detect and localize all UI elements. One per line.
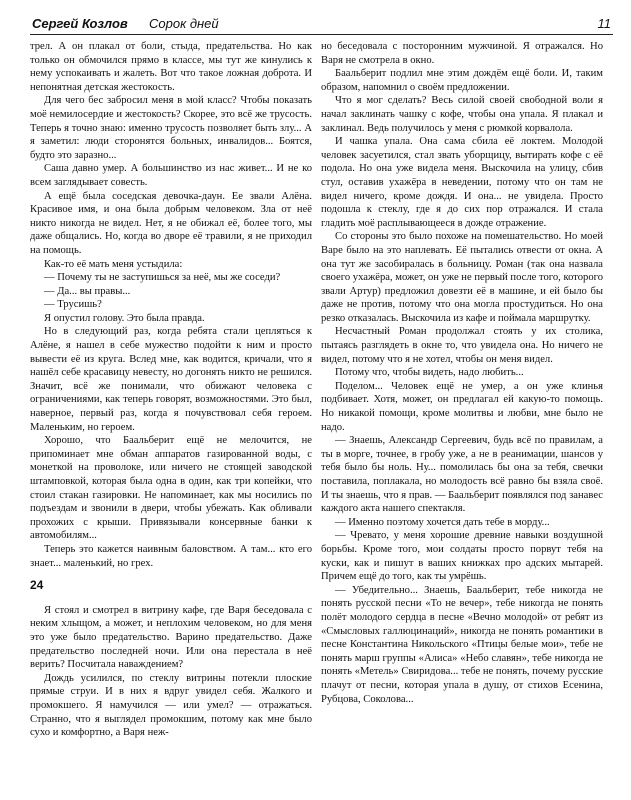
paragraph: Хорошо, что Баальберит ещё не мелочится, не припоминает мне обман аппаратов газированной воды, с монеткой на проволоке, или ничего не стоящей заводской штамповкой, которая была одна в один, как три копейки, что стоил стакан газировки. Не напоминает, как мы носились по подъездам и звонили в двери, чтобы убежать. Как обливали прохожих с крыши. Привязывали консервные банки к автомобилям... xyxy=(30,435,312,542)
paragraph: но беседовала с посторонним мужчиной. Я отражался. Но Варя не смотрела в окно. xyxy=(321,41,603,66)
paragraph: Я стоял и смотрел в витрину кафе, где Варя беседовала с неким хлыщом, а может, и неплохим человеком, но для меня это уже было предательство. Варино предательство. Даже предательство последней ночи. Или она перестала в неё верить? Посчитала наваждением? xyxy=(30,604,312,671)
paragraph: Теперь это кажется наивным баловством. А там... кто его знает... маленький, но грех. xyxy=(30,543,312,569)
paragraph: А ещё была соседская девочка-даун. Ее звали Алёна. Красивое имя, и она была добрым человеком. Зла от неё никто никогда не видел. Нет, я не обижал её, более того, мы даже общались. Но, когда во дворе её травили, я не приходил на помощь. xyxy=(30,190,312,256)
paragraph: Дождь усилился, по стеклу витрины потекли плоские прямые струи. И в них я вдруг увидел себя. Жалкого и промокшего. Я намучился — или умел? — отражаться. Странно, что я выглядел промокшим, потому как мне было сухо и комфортно, а Варя неж- xyxy=(30,672,312,739)
running-head-title: Сорок дней xyxy=(149,16,219,31)
paragraph: Баальберит подлил мне этим дождём ещё боли. И, таким образом, напомнил о своём предложении. xyxy=(321,68,603,93)
running-head-author: Сергей Козлов xyxy=(32,16,128,31)
paragraph: И чашка упала. Она сама сбила её локтем. Молодой человек засуетился, стал звать уборщицу, вытирать кофе с её подола. Но она уже видела меня. Выскочила на улицу, сбив стул, оставив ухажёра в неведении, потому что он там не видел ничего, кроме дождя. И она... не увидела. Просто подошла к стеклу, где я до сих пор отражался. И стала гладить моё расплывающееся в дожде отражение. xyxy=(321,136,603,229)
dialogue-line: — Трусишь? xyxy=(44,299,102,311)
dialogue-line: — Именно поэтому хочется дать тебе в морду... xyxy=(335,516,550,528)
paragraph: Но в следующий раз, когда ребята стали цепляться к Алёне, я нашел в себе мужество подойти к ним и просто вывести её из круга. Вслед мне, как водится, кричали, что я нашёл себе красавицу невесту, но догонять никто не решился. Значит, всё же понимали, что обижают человека с ограничениями, как теперь говорят, возможностями. Это был, наверное, первый раз, когда я почувствовал себя героем. Маленьким, но героем. xyxy=(30,326,312,433)
dialogue-line: — Да... вы правы... xyxy=(44,285,131,297)
paragraph: Как-то её мать меня устыдила: xyxy=(44,258,183,270)
paragraph: Потому что, чтобы видеть, надо любить... xyxy=(335,367,524,379)
paragraph: Несчастный Роман продолжал стоять у их столика, пытаясь разглядеть в окне то, что увидела она. Но ничего не видел, потому что я не хотел, чтобы он меня видел. xyxy=(321,326,603,365)
page-header xyxy=(30,14,613,35)
dialogue-line: — Знаешь, Александр Сергеевич, будь всё по правилам, а ты в морге, точнее, в гробу уже, а не в реанимации, шансов у тебя было бы ноль. Ну... помолилась бы она за тебя, свечки поставила, поплакала, но молодость всё равно бы взяла своё. И ты знаешь, что я прав. — Баальберит появлялся под занавес каждого акта нашего спектакля. xyxy=(321,435,603,515)
paragraph: Со стороны это было похоже на помешательство. Но моей Варе было на это наплевать. Её пытались отвести от окна. А она тут же засобиралась в больницу. Роман (так она назвала своего ухажёра, может, он уже не первый после того, которого звали Артур) предложил довезти её в машине, и ей было бы даже не против, потому что она могла простудиться. Но она резко отказалась. Выскочила из кафе и поймала маршрутку. xyxy=(321,231,603,324)
right-column xyxy=(321,40,603,706)
chapter-number: 24 xyxy=(30,578,44,593)
left-column xyxy=(30,40,312,740)
dialogue-line: — Чревато, у меня хорошие древние навыки воздушной борьбы. Кроме того, мои солдаты просто порвут тебя на куски, как и пишут в ваших книжках про адских мытарей. Причем ещё до того, как ты умрёшь. xyxy=(321,530,603,583)
paragraph: Для чего бес забросил меня в мой класс? Чтобы показать моё немилосердие и жестокость? Скорее, это всё же трусость. Теперь я точно знаю: именно трусость позволяет быть злу... А я заметил: люди сторонятся больных, инвалидов... Боятся, будто это заразно... xyxy=(30,95,312,161)
page-number: 11 xyxy=(597,16,611,31)
paragraph: трел. А он плакал от боли, стыда, предательства. Но как только он обмочился прямо в классе, мы тут же кинулись к нему успокаивать и жалеть. Вот что такое ложная доброта. И непонятная детская жестокость. xyxy=(30,41,312,93)
paragraph: Что я мог сделать? Весь силой своей свободной воли я начал заклинать чашку с кофе, чтобы она упала. Я плакал и заклинал. Ведь получилось у меня с рюмкой корвалола. xyxy=(321,95,603,134)
dialogue-line: — Почему ты не заступишься за неё, мы же соседи? xyxy=(44,272,281,284)
paragraph: Я опустил голову. Это была правда. xyxy=(44,312,205,324)
dialogue-line: — Убедительно... Знаешь, Баальберит, тебе никогда не понять русской песни «То не вечер», тебе никогда не понять полёт молодого сердца в песне «Вечно молодой» от ребят из «Смысловых галлюцинаций», никогда не понять романтики в песне Константина Никольского «Птицы белые мои», тебе не понять марш группы «Алиса» «Небо славян», тебе никогда не понять «Метель» Свиридова... тебе не понять, почему русские плачут от песни, которая упала в душу, от стихов Есенина, Рубцова, Соколова... xyxy=(321,584,603,705)
paragraph: Саша давно умер. А большинство из нас живет... И не ко всем заглядывает совесть. xyxy=(30,163,312,188)
paragraph: Поделом... Человек ещё не умер, а он уже клинья подбивает. Хотя, может, он предлагал ей какую-то помощь. Но никакой помощи, кроме молитвы и любви, мне было не надо. xyxy=(321,380,603,433)
